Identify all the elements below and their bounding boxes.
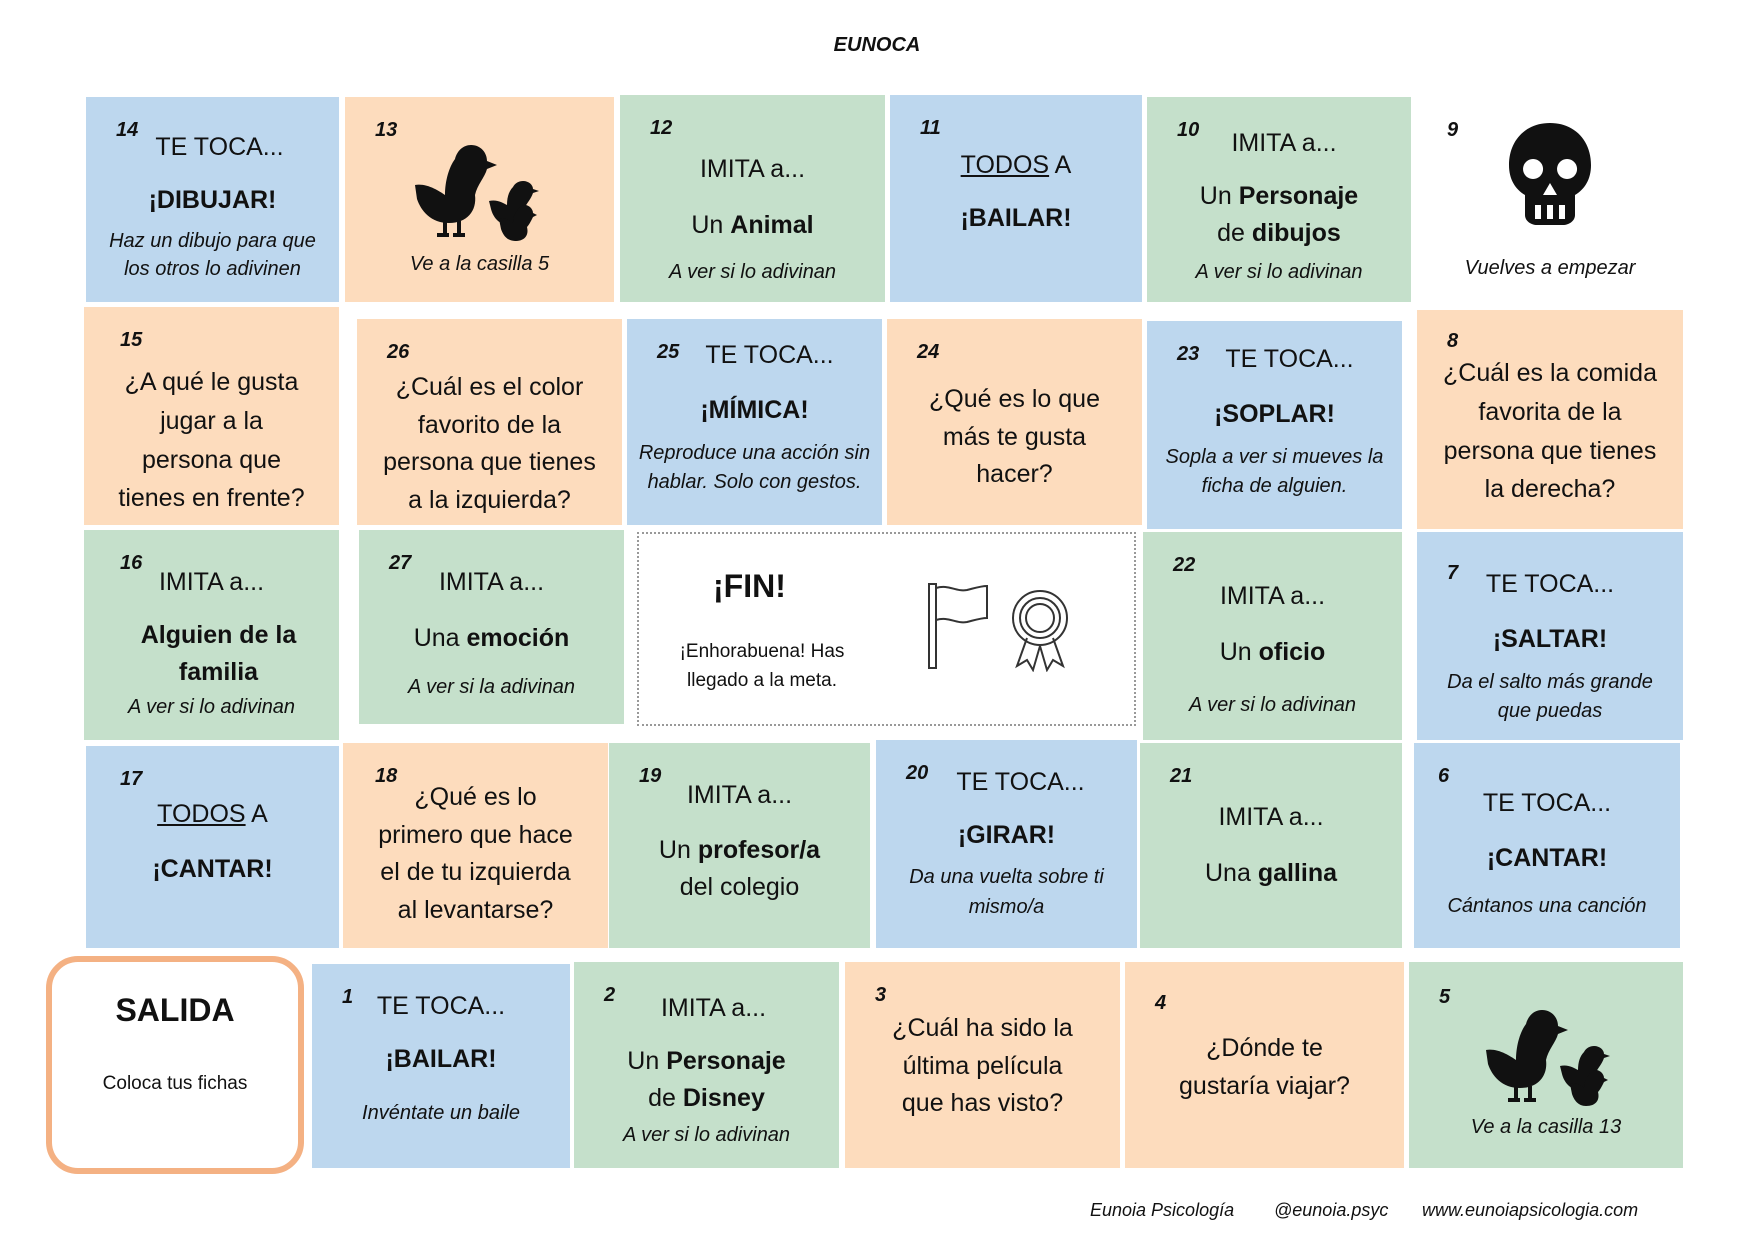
ducks-icon	[1476, 998, 1616, 1108]
cell-question: ¿Qué es lo que más te gusta hacer?	[929, 385, 1100, 488]
cell-number: 23	[1177, 343, 1200, 365]
cell-14	[86, 97, 339, 302]
cell-note: A ver si lo adivinan	[127, 695, 296, 718]
cell-21	[1140, 743, 1402, 948]
cell-26	[357, 319, 622, 525]
cell-number: 24	[917, 341, 940, 363]
cell-subject: Un profesor/a del colegio	[658, 835, 821, 901]
cell-11	[890, 95, 1142, 302]
cell-action: ¡GIRAR!	[957, 820, 1056, 849]
cell-20	[876, 740, 1137, 948]
cell-number: 8	[1447, 330, 1459, 352]
skull-icon	[1505, 121, 1595, 231]
cell-note: A ver si lo adivinan	[622, 1123, 791, 1146]
cell-question: ¿Qué es lo primero que hace el de tu izquierda al levantarse?	[378, 783, 573, 924]
cell-lead: IMITA a...	[1219, 582, 1326, 610]
cell-number: 14	[116, 119, 139, 141]
cell-17	[86, 746, 339, 948]
cell-note: Cántanos una canción	[1447, 895, 1647, 918]
cell-13	[345, 97, 614, 302]
cell-number: 10	[1177, 119, 1200, 141]
cell-lead: TE TOCA...	[705, 341, 834, 369]
cell-number: 11	[920, 117, 941, 139]
cell-16	[84, 530, 339, 740]
cell-number: 19	[639, 765, 662, 787]
cell-question: ¿Dónde te gustaría viajar?	[1179, 1034, 1350, 1100]
cell-question: ¿Cuál ha sido la última película que has visto?	[892, 1014, 1073, 1117]
cell-lead: IMITA a...	[1231, 129, 1337, 157]
cell-3	[845, 962, 1120, 1168]
cell-5	[1409, 962, 1683, 1168]
cell-lead: IMITA a...	[1218, 803, 1324, 831]
cell-note: A ver si lo adivinan	[668, 260, 837, 283]
cell-note: Reproduce una acción sin hablar. Solo con gestos.	[638, 442, 871, 494]
page-title: EUNOCA	[833, 34, 921, 56]
cell-number: 12	[650, 117, 673, 139]
cell-action: ¡SALTAR!	[1492, 624, 1608, 653]
cell-lead: IMITA a...	[686, 781, 793, 809]
ducks-icon	[405, 133, 545, 243]
cell-action: ¡CANTAR!	[152, 854, 273, 883]
cell-action: ¡DIBUJAR!	[148, 185, 277, 214]
cell-action: ¡MÍMICA!	[700, 395, 809, 424]
cell-8	[1417, 310, 1683, 529]
cell-number: 25	[657, 341, 680, 363]
cell-number: 7	[1447, 562, 1459, 584]
cell-number: 2	[604, 984, 616, 1006]
cell-note: Da el salto más grande que puedas	[1447, 671, 1653, 723]
cell-question: ¿Cuál es el color favorito de la persona que tienes a la izquierda?	[383, 373, 596, 514]
cell-6	[1414, 743, 1680, 948]
salida-title: SALIDA	[115, 992, 235, 1028]
cell-note: Da una vuelta sobre ti mismo/a	[909, 866, 1104, 919]
cell-lead: TE TOCA...	[1485, 570, 1615, 598]
cell-number: 1	[342, 986, 354, 1008]
fin-text: ¡Enhorabuena! Has llegado a la meta.	[679, 641, 845, 691]
cell-note: Ve a la casilla 5	[409, 253, 550, 275]
cell-7	[1417, 532, 1683, 740]
cell-lead: IMITA a...	[158, 568, 265, 596]
flag-icon	[925, 580, 991, 672]
cell-lead: TE TOCA...	[1225, 345, 1354, 373]
cell-lead: TODOS A	[157, 800, 268, 828]
cell-subject: Un Personaje de dibujos	[1199, 181, 1359, 247]
cell-subject: Un Personaje de Disney	[627, 1046, 786, 1112]
cell-note: Invéntate un baile	[362, 1102, 520, 1125]
cell-number: 21	[1170, 765, 1193, 787]
cell-19	[609, 743, 870, 948]
cell-number: 27	[389, 552, 412, 574]
cell-number: 22	[1173, 554, 1196, 576]
cell-note: Haz un dibujo para que los otros lo adivinen	[109, 230, 316, 281]
cell-22	[1143, 532, 1402, 740]
cell-number: 3	[875, 984, 887, 1006]
fin-title: ¡FIN!	[713, 568, 786, 604]
cell-number: 18	[375, 765, 398, 787]
salida-cell	[46, 956, 304, 1174]
cell-23	[1147, 321, 1402, 529]
cell-lead: TE TOCA...	[155, 133, 284, 161]
footer-handle: @eunoia.psyc	[1274, 1200, 1389, 1220]
cell-number: 9	[1447, 119, 1459, 141]
cell-9	[1417, 97, 1683, 302]
cell-25	[627, 319, 882, 525]
cell-12	[620, 95, 885, 302]
cell-number: 15	[120, 329, 143, 351]
cell-subject: Alguien de la familia	[140, 620, 297, 686]
cell-note: A ver si la adivinan	[407, 675, 576, 698]
award-icon	[1009, 588, 1071, 672]
cell-number: 17	[120, 768, 143, 790]
cell-subject: Una gallina	[1205, 858, 1337, 887]
salida-text: Coloca tus fichas	[102, 1073, 248, 1094]
cell-note: Sopla a ver si mueves la ficha de alguien.	[1165, 446, 1384, 498]
fin-cell	[637, 532, 1136, 726]
cell-action: ¡BAILAR!	[960, 203, 1072, 232]
cell-lead: IMITA a...	[438, 568, 545, 596]
cell-lead: TE TOCA...	[1482, 789, 1612, 817]
cell-note: A ver si lo adivinan	[1188, 693, 1357, 716]
cell-lead: TE TOCA...	[956, 768, 1085, 796]
cell-27	[359, 530, 624, 724]
cell-18	[343, 743, 608, 948]
cell-number: 13	[375, 119, 398, 141]
cell-lead: TODOS A	[960, 151, 1072, 179]
cell-24	[887, 319, 1142, 525]
cell-subject: Un Animal	[691, 210, 814, 239]
cell-2	[574, 962, 839, 1168]
cell-question: ¿Cuál es la comida favorita de la persona que tienes la derecha?	[1443, 359, 1657, 504]
cell-action: ¡CANTAR!	[1486, 843, 1608, 872]
cell-number: 26	[387, 341, 410, 363]
footer-brand: Eunoia Psicología	[1090, 1200, 1235, 1220]
cell-number: 5	[1439, 986, 1451, 1008]
cell-4	[1125, 962, 1404, 1168]
cell-note: Ve a la casilla 13	[1470, 1116, 1622, 1138]
footer-web[interactable]: www.eunoiapsicologia.com	[1422, 1200, 1639, 1220]
cell-subject: Un oficio	[1219, 637, 1326, 666]
cell-number: 6	[1438, 765, 1450, 787]
cell-number: 16	[120, 552, 143, 574]
cell-action: ¡BAILAR!	[385, 1044, 497, 1073]
cell-lead: IMITA a...	[699, 155, 806, 183]
cell-subject: Una emoción	[413, 623, 570, 652]
cell-lead: TE TOCA...	[376, 992, 506, 1020]
cell-note: Vuelves a empezar	[1464, 257, 1636, 279]
cell-10	[1147, 97, 1411, 302]
cell-action: ¡SOPLAR!	[1214, 399, 1335, 428]
cell-15	[84, 307, 339, 525]
cell-1	[312, 964, 570, 1168]
cell-lead: IMITA a...	[660, 994, 767, 1022]
cell-question: ¿A qué le gusta jugar a la persona que tienes en frente?	[118, 368, 305, 513]
cell-number: 20	[906, 762, 929, 784]
cell-number: 4	[1155, 992, 1167, 1014]
cell-note: A ver si lo adivinan	[1195, 260, 1363, 283]
